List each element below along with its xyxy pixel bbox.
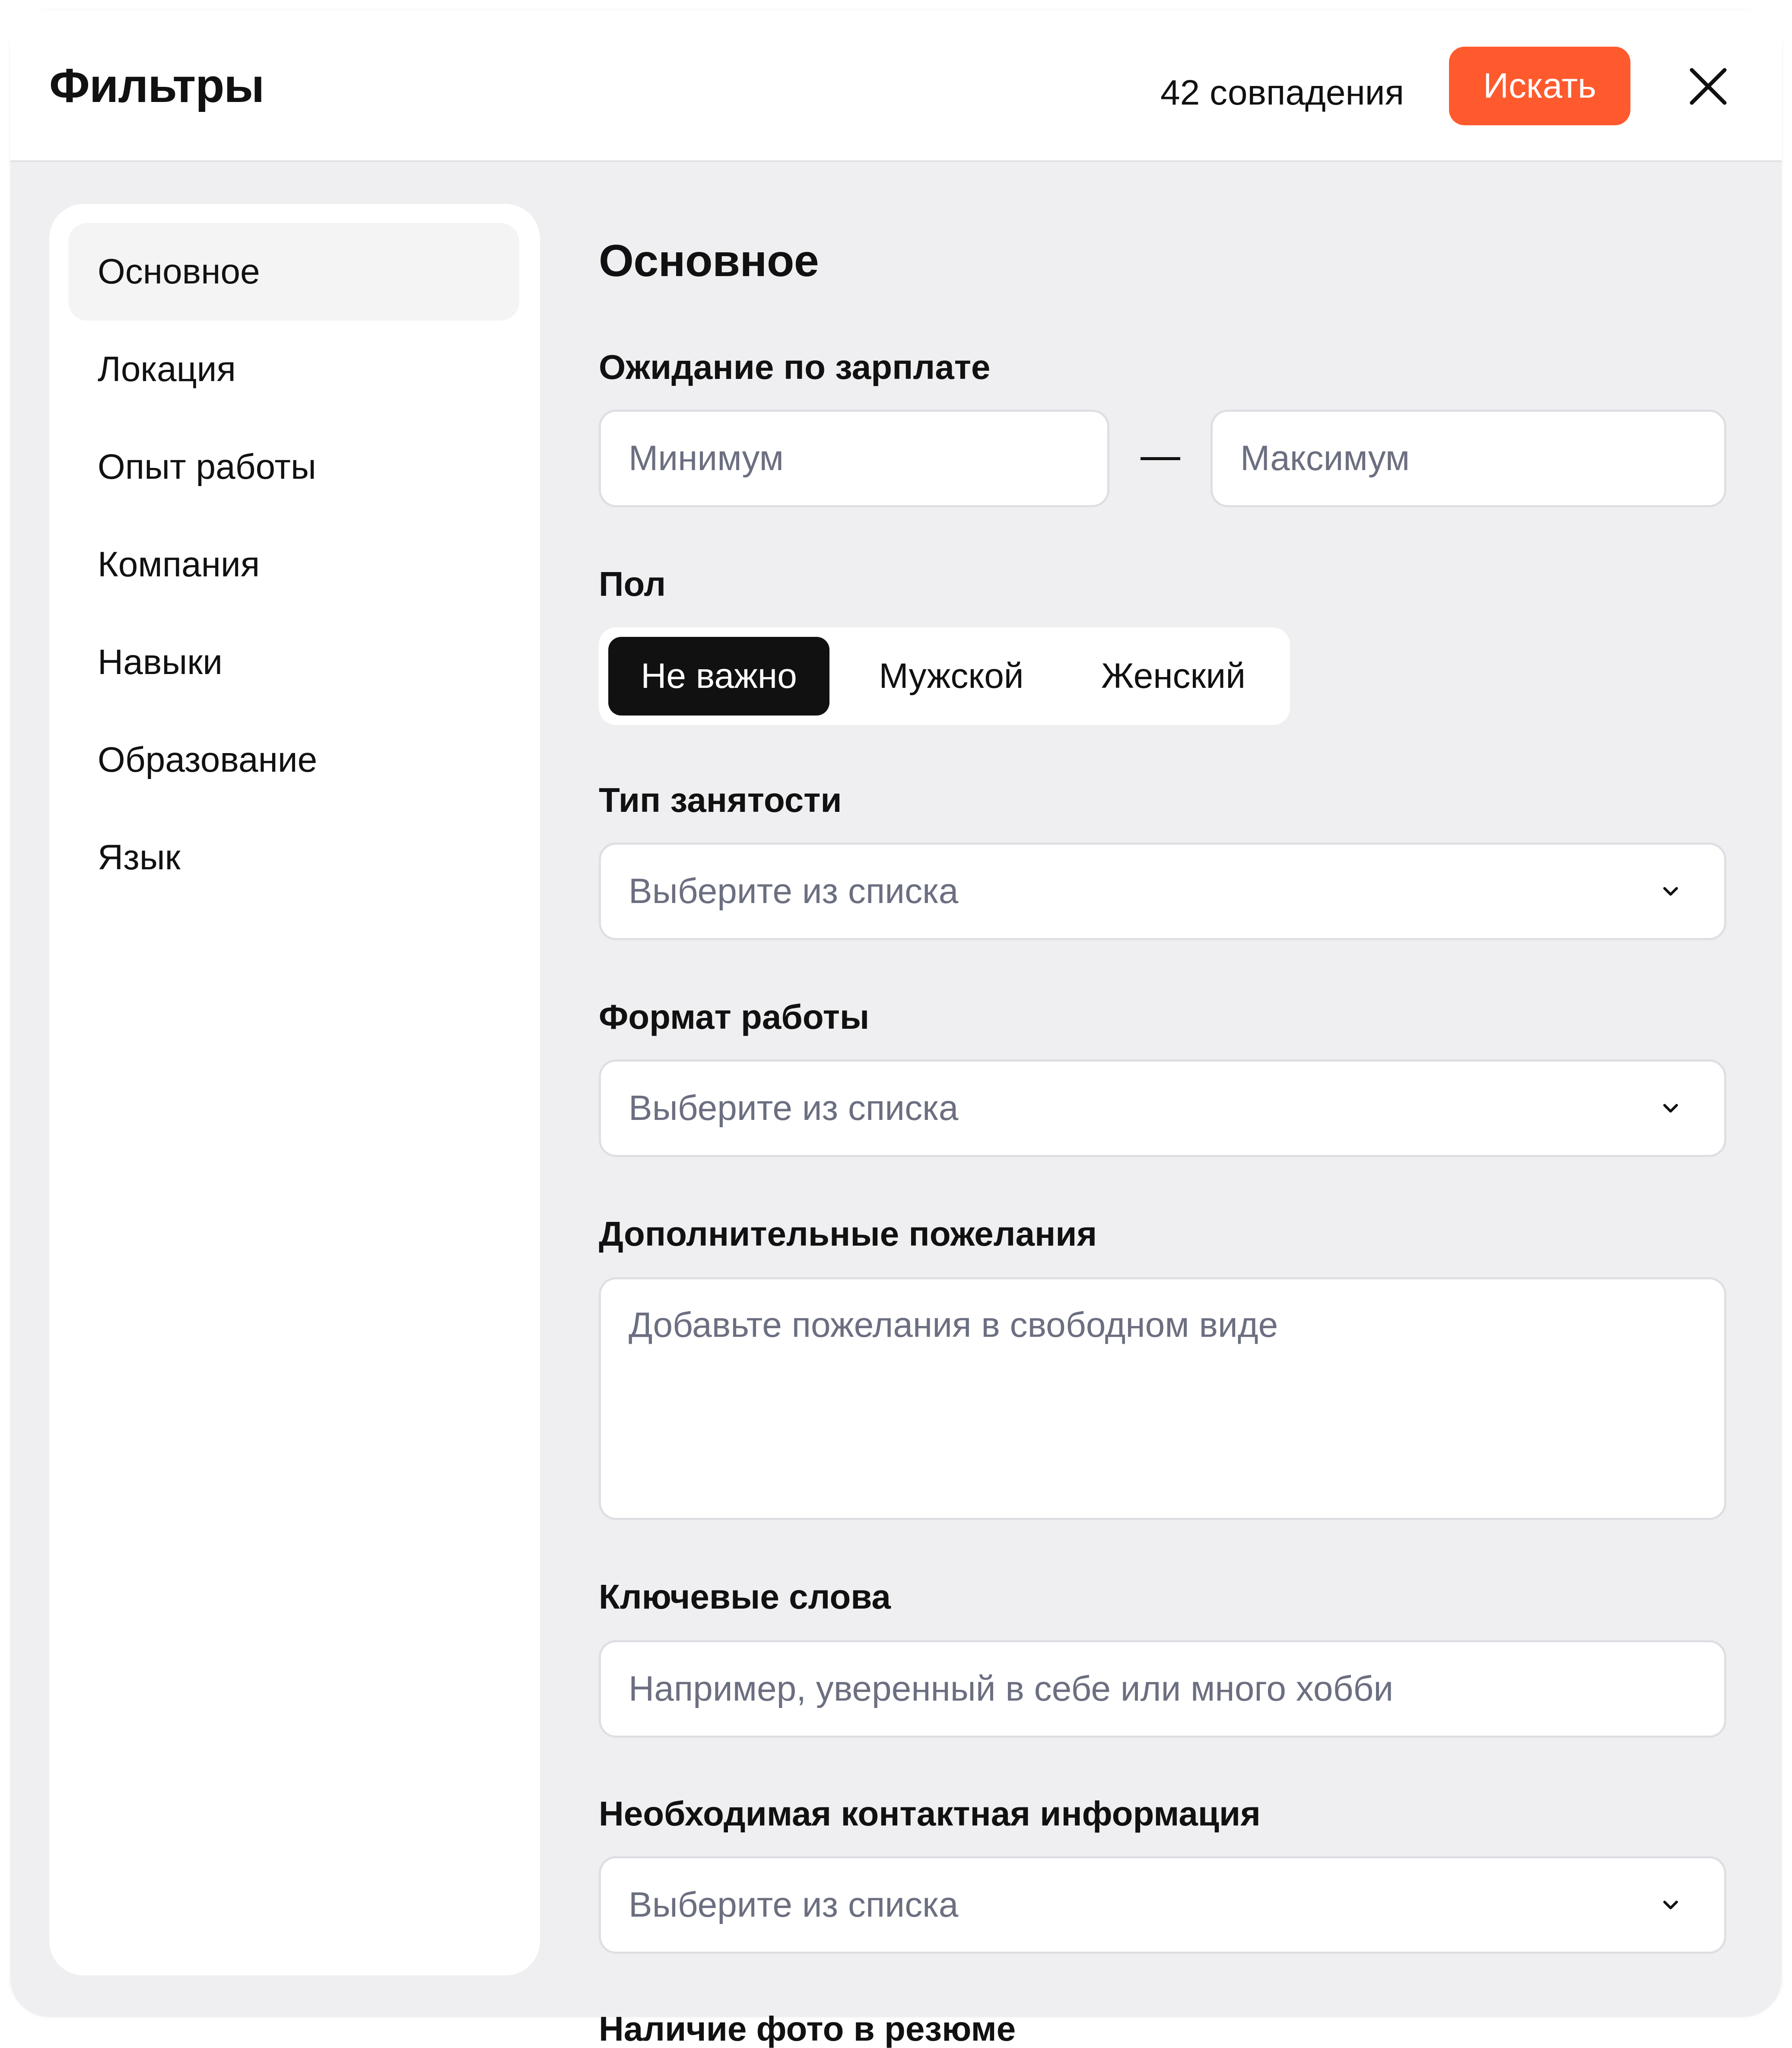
- filters-dialog: [10, 10, 1782, 2048]
- employment-type-select[interactable]: [599, 843, 1726, 940]
- chevron-down-icon: [1660, 881, 1681, 902]
- sidebar-item-experience[interactable]: Опыт работы: [98, 447, 316, 487]
- work-format-select[interactable]: [599, 1059, 1726, 1157]
- sidebar-item-main[interactable]: Основное: [68, 223, 519, 321]
- employment-type-label: Тип занятости: [599, 781, 842, 819]
- extra-wishes-label: Дополнительные пожелания: [599, 1215, 1097, 1253]
- contact-info-value: Выберите из списка: [629, 1885, 959, 1924]
- extra-wishes-placeholder: Добавьте пожелания в свободном виде: [629, 1305, 1278, 1345]
- work-format-value: Выберите из списка: [629, 1088, 959, 1128]
- sidebar-nav: [49, 204, 540, 1975]
- match-count: 42 совпадения: [1160, 73, 1404, 112]
- contact-info-select[interactable]: [599, 1856, 1726, 1954]
- photo-label: Наличие фото в резюме: [599, 2010, 1016, 2048]
- gender-label: Пол: [599, 565, 666, 603]
- work-format-label: Формат работы: [599, 998, 870, 1036]
- employment-type-value: Выберите из списка: [629, 871, 959, 911]
- gender-option-male[interactable]: Мужской: [879, 656, 1024, 696]
- sidebar-item-skills[interactable]: Навыки: [98, 642, 223, 682]
- gender-option-any[interactable]: Не важно: [608, 637, 829, 716]
- keywords-label: Ключевые слова: [599, 1577, 891, 1616]
- section-title: Основное: [599, 236, 819, 286]
- salary-max-input[interactable]: [1211, 410, 1726, 507]
- chevron-down-icon: [1660, 1895, 1681, 1915]
- gender-option-female[interactable]: Женский: [1101, 656, 1246, 696]
- range-dash: [1141, 457, 1180, 460]
- dialog-title: Фильтры: [49, 59, 264, 112]
- close-icon: [1687, 65, 1730, 108]
- keywords-input[interactable]: [599, 1640, 1726, 1738]
- salary-label: Ожидание по зарплате: [599, 348, 991, 386]
- search-button[interactable]: Искать: [1449, 47, 1630, 125]
- salary-min-input[interactable]: [599, 410, 1109, 507]
- extra-wishes-textarea[interactable]: [599, 1277, 1726, 1520]
- contact-info-label: Необходимая контактная информация: [599, 1794, 1261, 1833]
- gender-segmented-control: [599, 627, 1290, 725]
- sidebar-item-company[interactable]: Компания: [98, 545, 260, 584]
- sidebar-item-language[interactable]: Язык: [98, 838, 181, 877]
- dialog-header: [10, 10, 1782, 162]
- sidebar-item-location[interactable]: Локация: [98, 350, 236, 389]
- chevron-down-icon: [1660, 1098, 1681, 1119]
- filters-content: [599, 204, 1731, 2048]
- sidebar-item-education[interactable]: Образование: [98, 740, 318, 779]
- close-button[interactable]: [1687, 65, 1730, 108]
